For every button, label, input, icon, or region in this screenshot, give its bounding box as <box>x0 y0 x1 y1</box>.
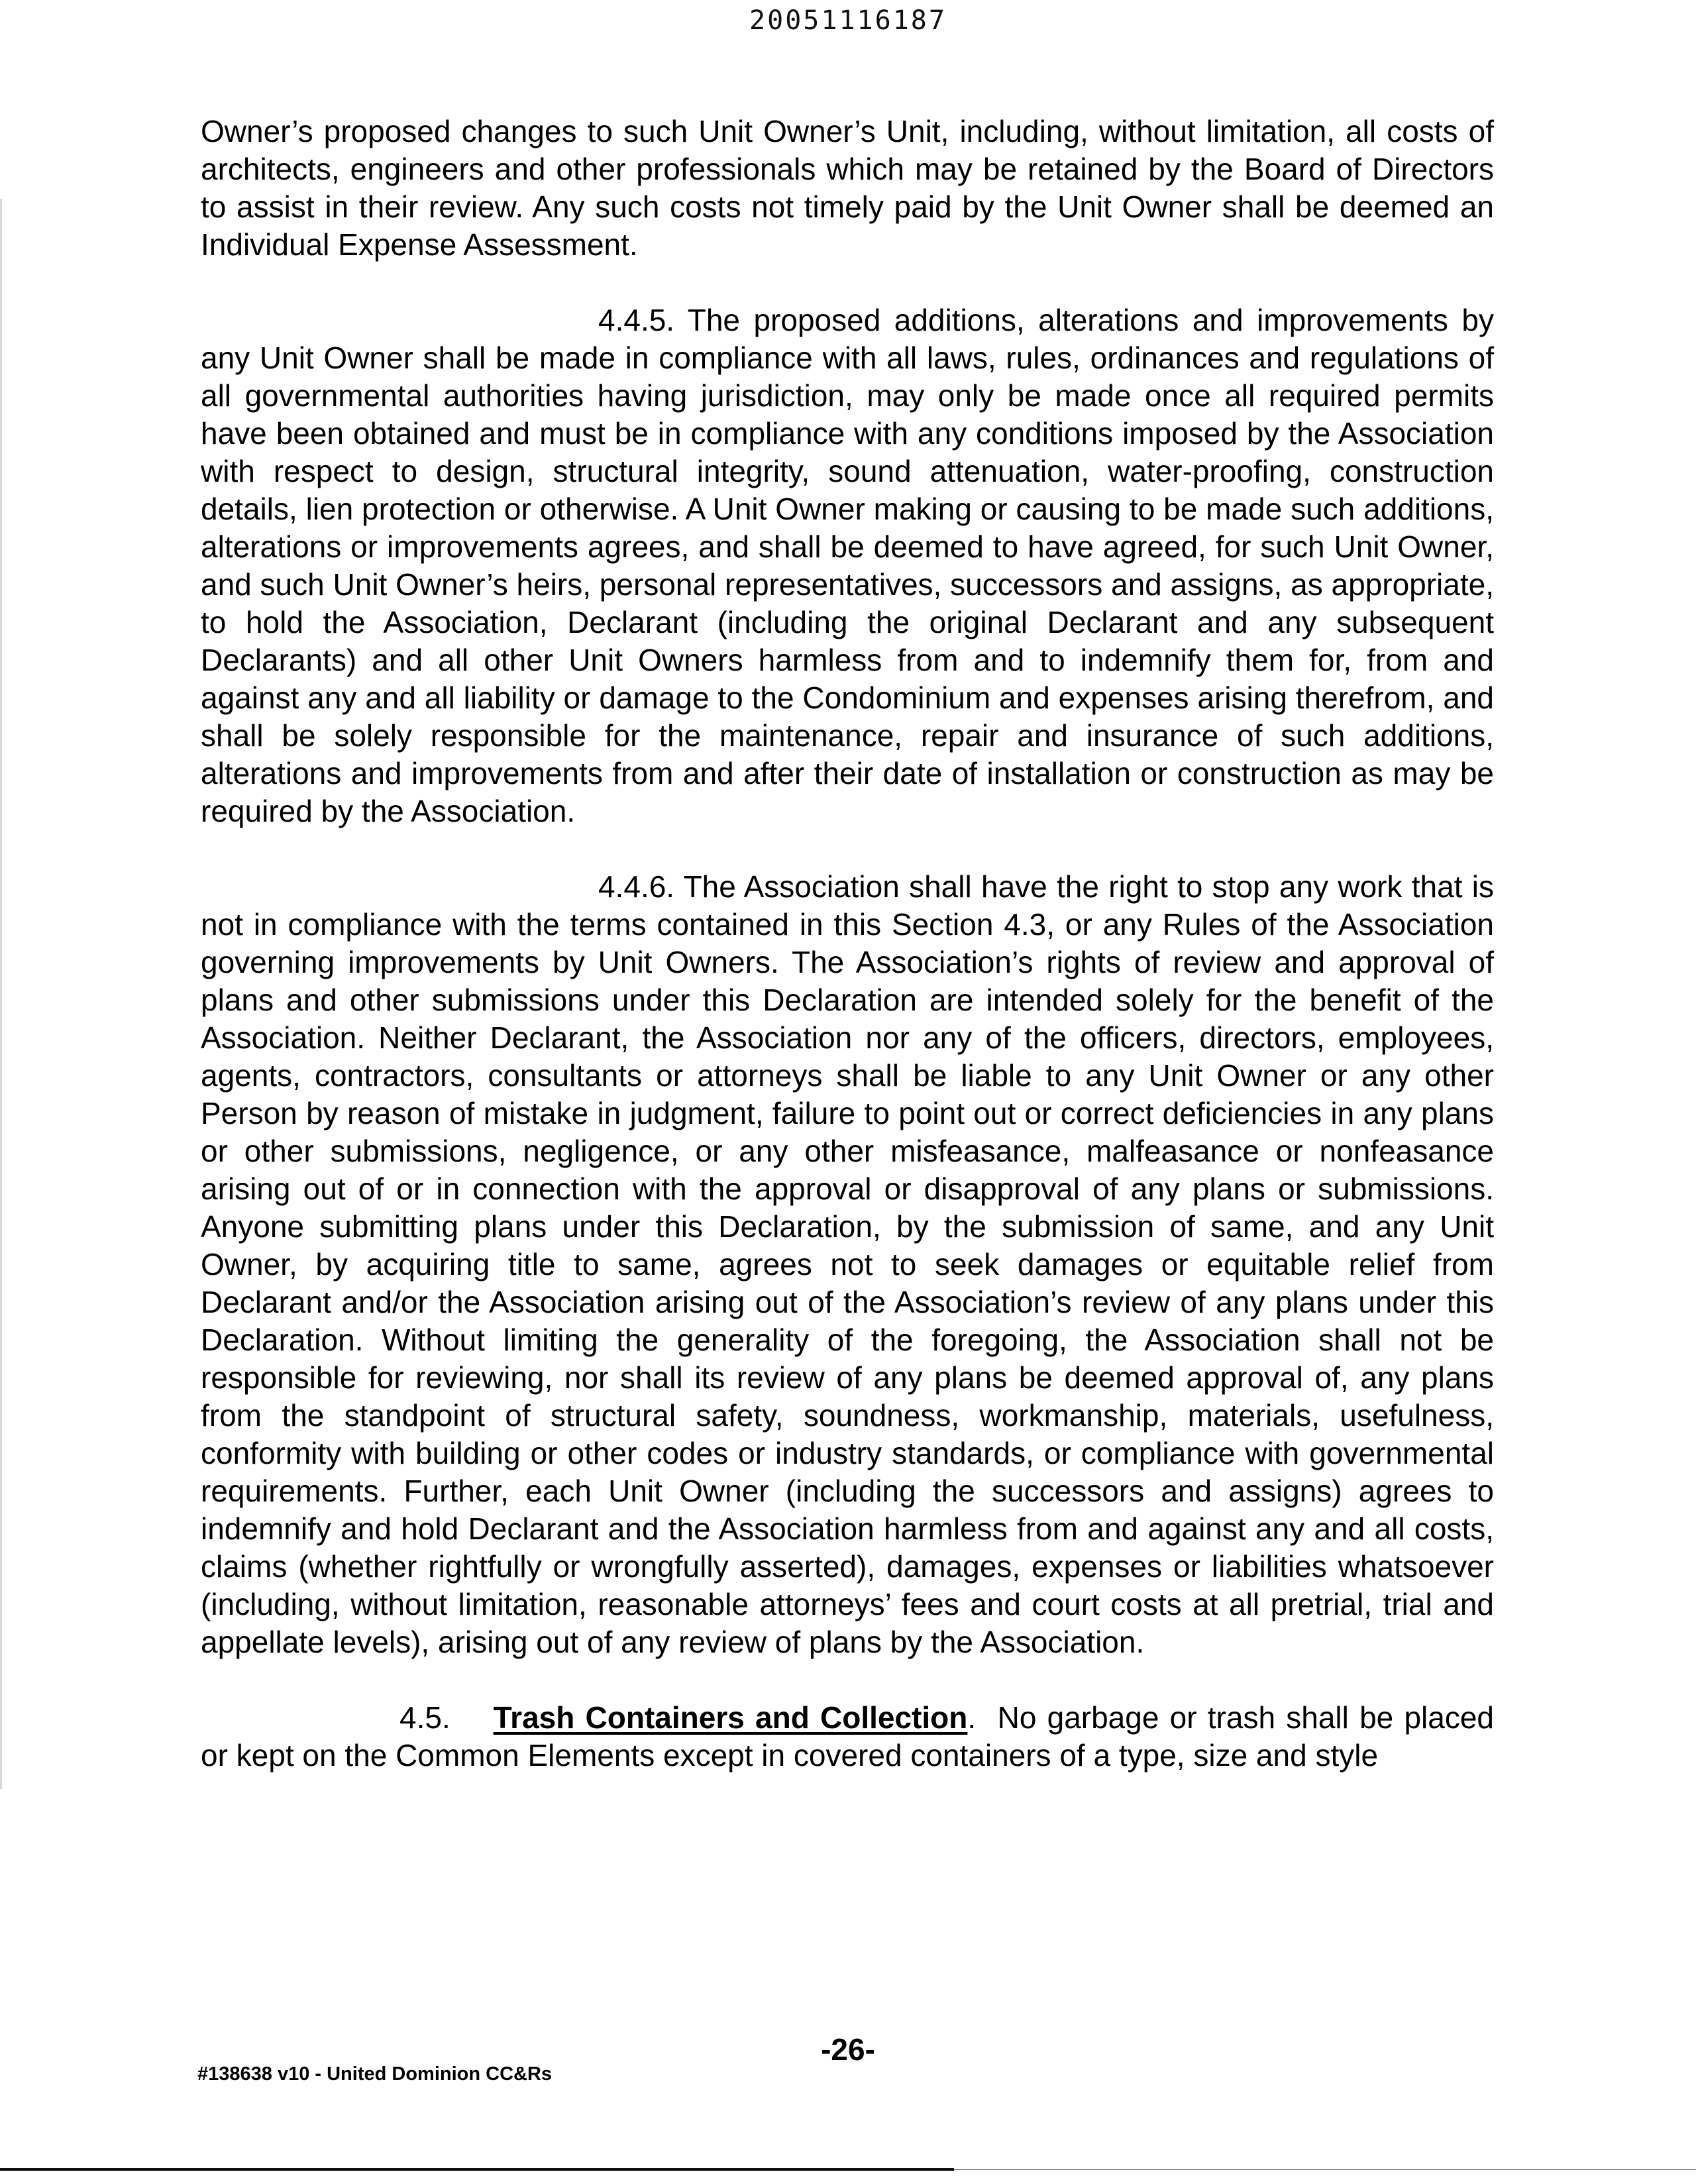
footer-document-id: #138638 v10 - United Dominion CC&Rs <box>197 2063 553 2085</box>
section-number-4-4-5: 4.4.5. <box>598 303 675 337</box>
scan-bottom-edge-thin <box>954 2169 1696 2170</box>
scan-left-edge <box>0 199 2 1789</box>
recording-stamp-number: 20051116187 <box>749 5 947 36</box>
document-body <box>201 113 1494 1812</box>
paragraph-4-4-5 <box>201 301 1494 830</box>
section-number-4-4-6: 4.4.6. <box>598 869 675 904</box>
section-text-4-4-6: The Association shall have the right to stop any work that is not in compliance with the terms contained in this Section 4.3, or any Rules of the Association governing improvements by Unit Owners. The Association’s rights of review and approval of plans and other submissions under this Declaration are intended solely for the benefit of the Association. Neither Declarant, the Association nor any of the officers, directors, employees, agents, contractors, consultants or attorneys shall be liable to any Unit Owner or any other Person by reason of mistake in judgment, failure to point out or correct deficiencies in any plans or other submissions, negligence, or any other misfeasance, malfeasance or nonfeasance arising out of or in connection with the approval or disapproval of any plans or submissions. Anyone submitting plans under this Declaration, by the submission of same, and any Unit Owner, by acquiring title to same, agrees not to seek damages or equitable relief from Declarant and/or the Association arising out of the Association’s review of any plans under this Declaration. Without limiting the generality of the foregoing, the Association shall not be responsible for reviewing, nor shall its review of any plans be deemed approval of, any plans from the standpoint of structural safety, soundness, workmanship, materials, usefulness, conformity with building or other codes or industry standards, or compliance with governmental requirements. Further, each Unit Owner (including the successors and assigns) agrees to indemnify and hold Declarant and the Association harmless from and against any and all costs, claims (whether rightfully or wrongfully asserted), damages, expenses or liabilities whatsoever (including, without limitation, reasonable attorneys’ fees and court costs at all pretrial, trial and appellate levels), arising out of any review of plans by the Association. <box>201 869 1495 1659</box>
section-text-4-4-5: The proposed additions, alterations and improvements by any Unit Owner shall be made in compliance with all laws, rules, ordinances and regulations of all governmental authorities having jurisdiction, may only be made once all required permits have been obtained and must be in compliance with any conditions imposed by the Association with respect to design, structural integrity, sound attenuation, water-proofing, construction details, lien protection or otherwise. A Unit Owner making or causing to be made such additions, alterations or improvements agrees, and shall be deemed to have agreed, for such Unit Owner, and such Unit Owner’s heirs, personal representatives, successors and assigns, as appropriate, to hold the Association, Declarant (including the original Declarant and any subsequent Declarants) and all other Unit Owners harmless from and to indemnify them for, from and against any and all liability or damage to the Condominium and expenses arising therefrom, and shall be solely responsible for the maintenance, repair and insurance of such additions, alterations and improvements from and after their date of installation or construction as may be required by the Association. <box>201 303 1494 828</box>
section-text-4-5: No garbage or trash shall be placed or kept on the Common Elements except in covered containers of a type, size and style <box>201 1700 1495 1773</box>
section-number-4-5: 4.5. <box>399 1700 450 1735</box>
paragraph-4-5 <box>201 1699 1494 1774</box>
scan-bottom-edge <box>0 2168 954 2171</box>
section-heading-trash-containers: Trash Containers and Collection <box>493 1700 968 1735</box>
page-number: -26- <box>821 2032 875 2067</box>
paragraph-4-4-6 <box>201 868 1494 1661</box>
section-heading-period: . <box>967 1700 977 1735</box>
paragraph-continuation: Owner’s proposed changes to such Unit Owner’s Unit, including, without limitation, all costs of architects, engineers and other professionals which may be retained by the Board of Directors to assist in their review. Any such costs not timely paid by the Unit Owner shall be deemed an Individual Expense Assessment. <box>201 114 1494 262</box>
